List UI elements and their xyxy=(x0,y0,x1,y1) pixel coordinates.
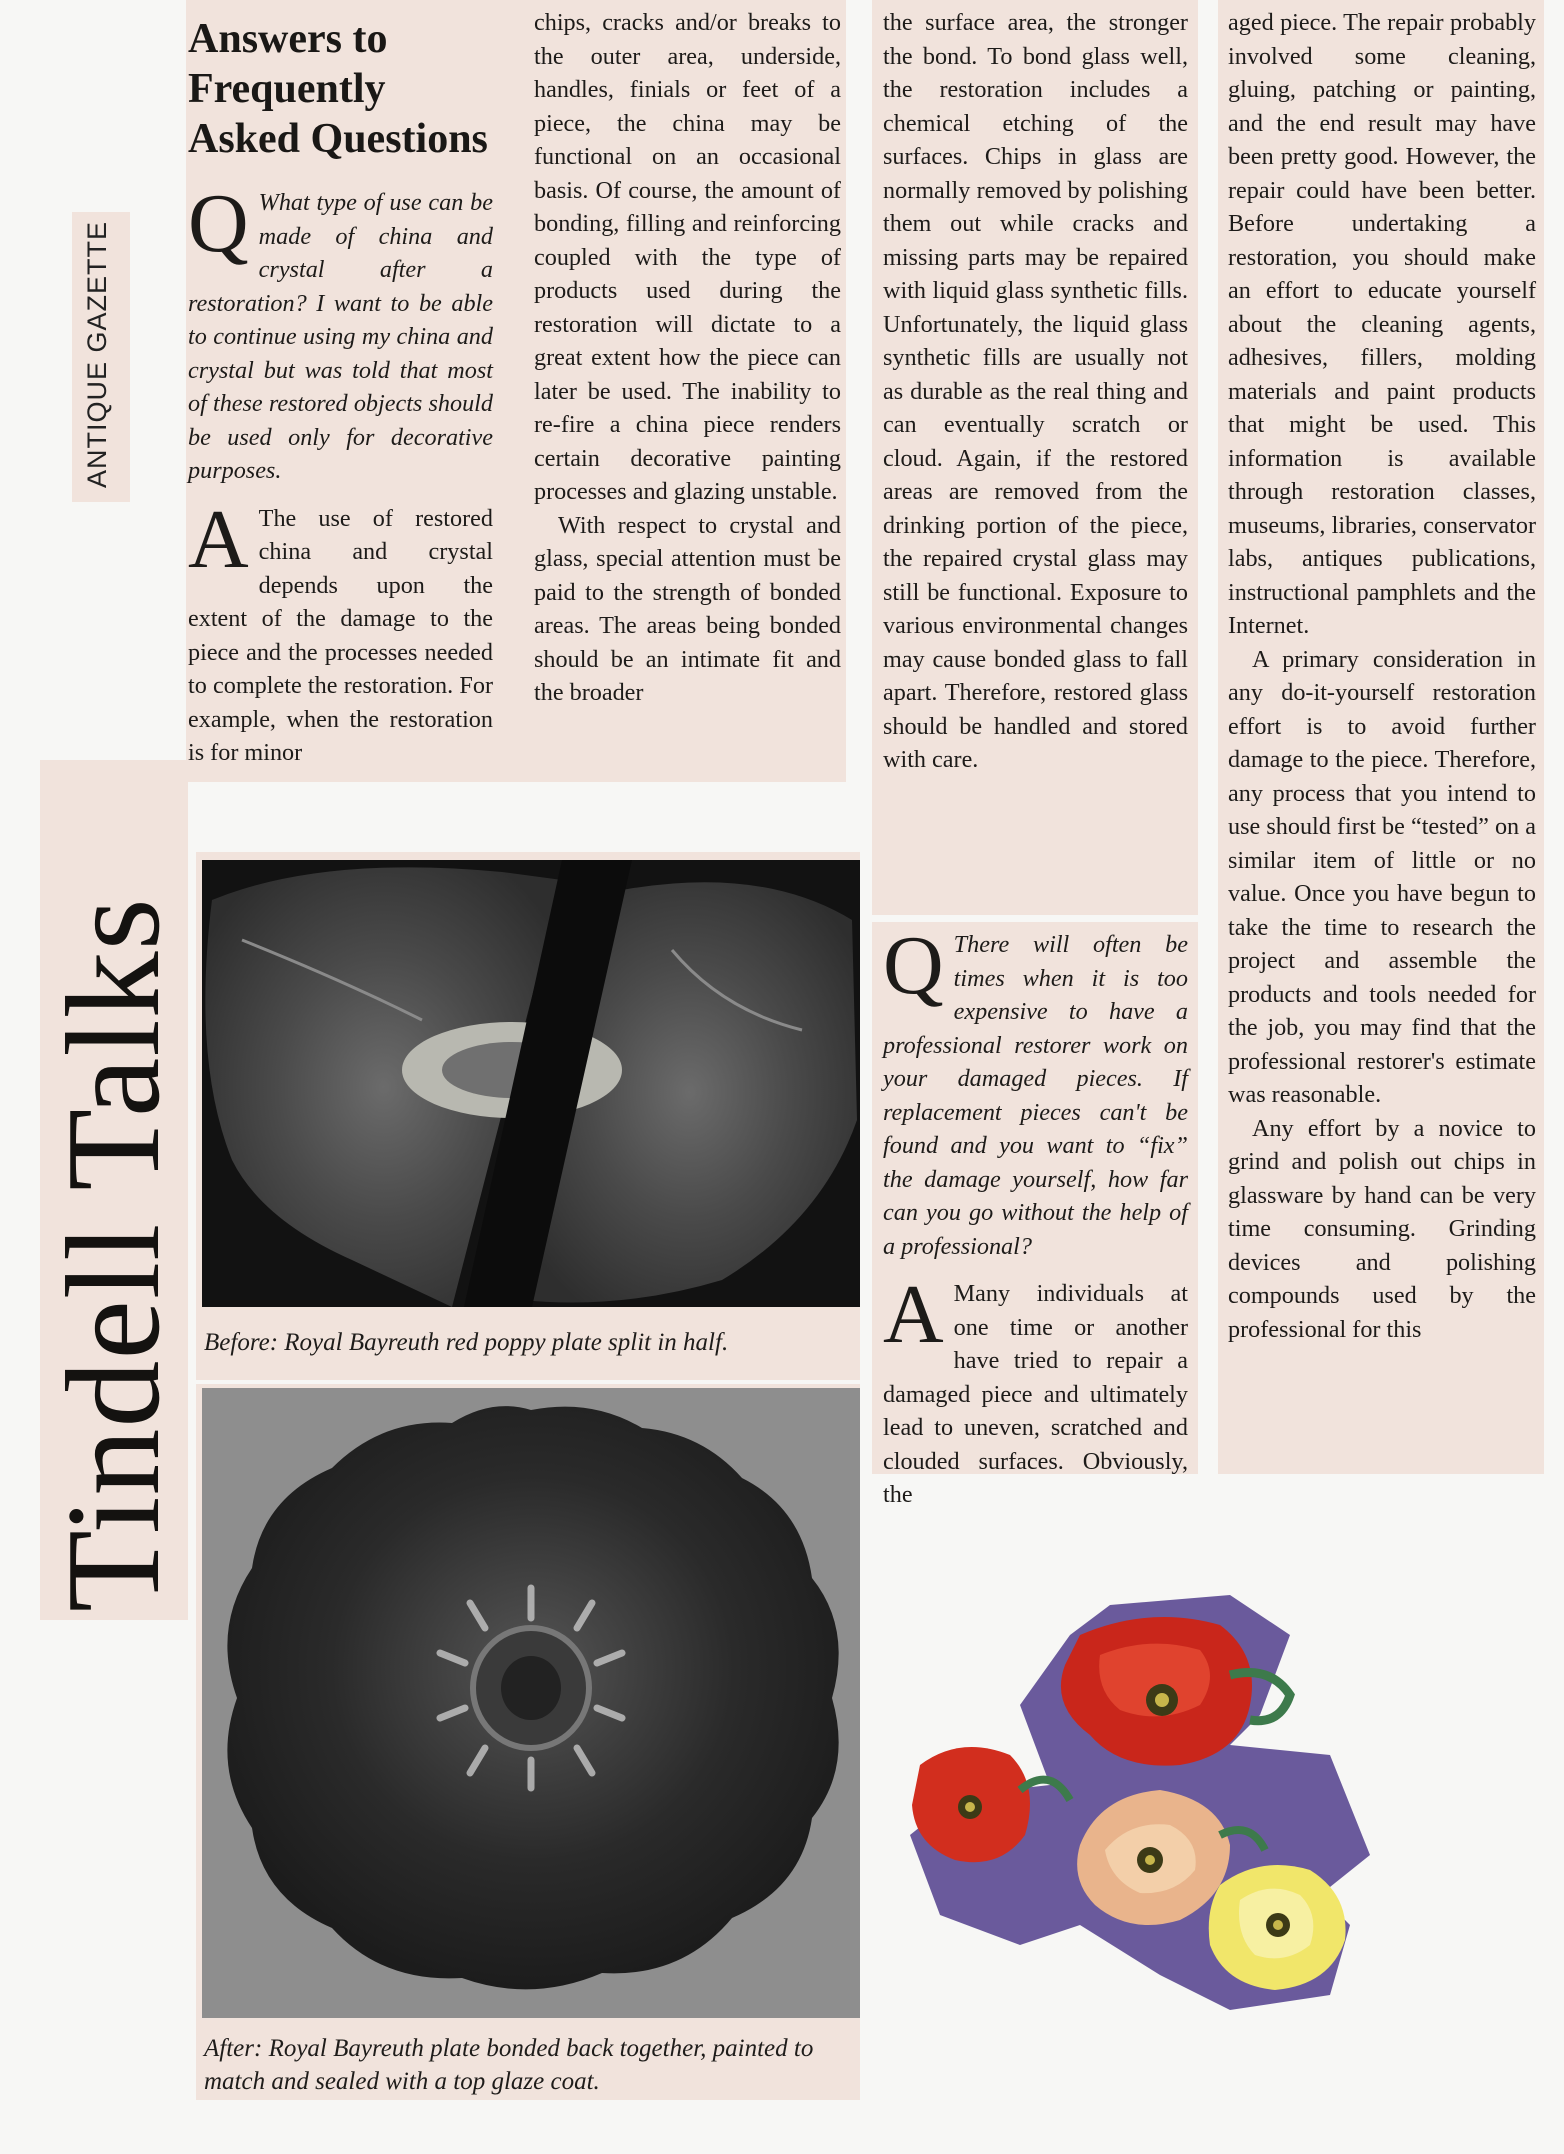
q-initial: Q xyxy=(188,177,249,270)
column-4 xyxy=(1228,6,1536,1346)
col4-text-3: Any effort by a novice to grind and polish out chips in glassware by hand can be very time consuming. Grinding devices and polishing compounds used by the professional for this xyxy=(1228,1114,1536,1343)
a2-initial: A xyxy=(883,1268,944,1361)
col3-text: the surface area, the stronger the bond. To bond glass well, the restoration includes a chemical etching of the surfaces. Chips in glass are normally removed by polishing them out while cracks and missing parts may be repaired with liquid glass synthetic fills. Unfortunately, the liquid glass synthetic fills are usually not as durable as the real thing and can eventually scratch or cloud. Again, if the restored areas are removed from the drinking portion of the piece, the repaired crystal glass may still be functional. Exposure to various environmental changes may cause bonded glass to fall apart. Therefore, restored glass should be handled and stored with care. xyxy=(883,9,1188,773)
col4-text-2: A primary consideration in any do-it-yourself restoration effort is to avoid further damage to the piece. Therefore, any process that you intend to use should first be “tested” on a similar item of little or no value. Once you have begun to take the time to research the project and assemble the products and tools needed for the job, you may find that the professional restorer's estimate was reasonable. xyxy=(1228,645,1536,1108)
headline: Answers to Frequently Asked Questions xyxy=(188,16,488,162)
column-2 xyxy=(534,6,841,710)
col2-text: chips, cracks and/or breaks to the outer area, underside, handles, finials or feet of a piece, the china may be functional on an occasional basis. Of course, the amount of bonding, filling and reinforcing coupled with the type of products used during the restoration will dictate to a great extent how the piece can later be used. The inability to re-fire a china piece renders certain decorative painting processes and glazing unstable. xyxy=(534,9,841,505)
answer-2: A Many individuals at one time or another have tried to repair a damaged piece and ultimately lead to uneven, scratched and clouded surfaces. Obviously, the xyxy=(883,1268,1188,1508)
col4-text: aged piece. The repair probably involved some cleaning, gluing, patching or painting, and the end result may have been pretty good. However, the repair could have been better. Before undertaking a restoration, you should make an effort to educate yourself about the cleaning agents, adhesives, fillers, molding materials and paint products that might be used. This information is available through restoration classes, museums, libraries, conservator labs, antiques publications, instructional pamphlets and the Internet. xyxy=(1228,9,1536,639)
photo-before xyxy=(202,860,860,1307)
column-1 xyxy=(188,177,493,770)
column-3 xyxy=(883,6,1188,777)
caption-after: After: Royal Bayreuth plate bonded back together, painted to match and sealed with a top glaze coat. xyxy=(204,2035,814,2095)
photo-after xyxy=(202,1388,860,2018)
restored-plate-image xyxy=(202,1388,860,2018)
column-title: Tindell Talks xyxy=(39,897,187,1612)
answer-1: A The use of restored china and crystal depends upon the extent of the damage to the piece and the processes needed to complete the restoration. For example, when the restoration is for minor xyxy=(188,492,493,766)
poppy-china-cutout xyxy=(900,1595,1420,2015)
a-initial: A xyxy=(188,492,249,586)
column-3-lower xyxy=(883,919,1188,1512)
q2-initial: Q xyxy=(883,919,944,1012)
caption-before: Before: Royal Bayreuth red poppy plate split in half. xyxy=(204,1329,729,1356)
question-2: Q There will often be times when it is too expensive to have a professional restorer work on your damaged pieces. If replacement pieces can't be found and you want to “fix” the damage yourself, how far can you go without the help of a professional? xyxy=(883,919,1188,1260)
question-1: Q What type of use can be made of china and crystal after a restoration? I want to be able to continue using my china and crystal but was told that most of these restored objects should be used only for decorative purposes. xyxy=(188,177,493,484)
col2-text-2: With respect to crystal and glass, special attention must be paid to the strength of bonded areas. The areas being bonded should be an intimate fit and the broader xyxy=(534,511,841,706)
split-plate-image xyxy=(202,860,860,1307)
publication-label: ANTIQUE GAZETTE xyxy=(82,220,112,488)
